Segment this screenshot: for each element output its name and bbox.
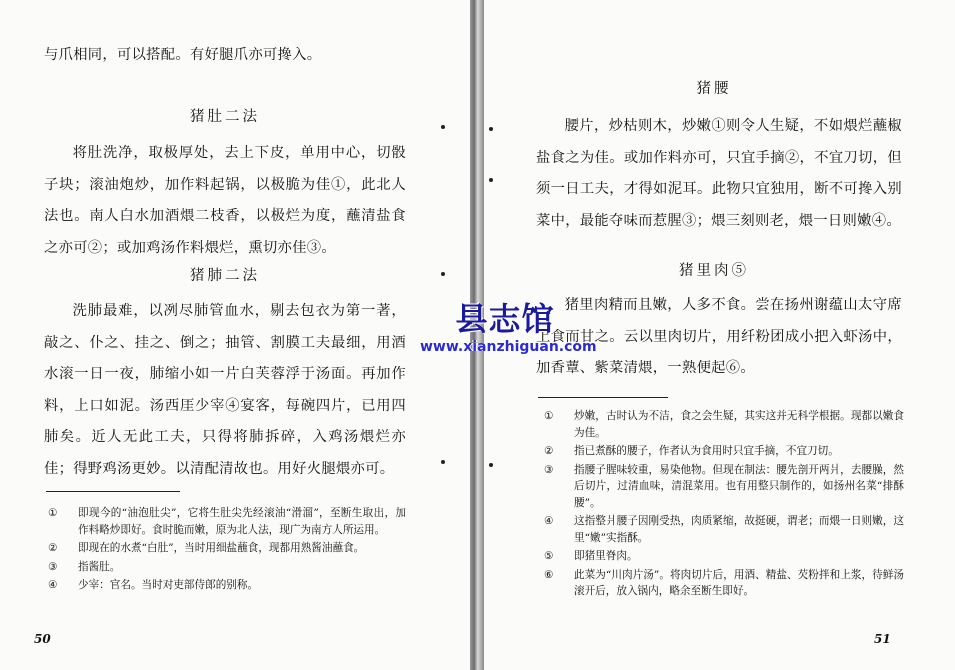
section-body-pork-tripe [44, 138, 406, 264]
site-watermark [420, 300, 597, 356]
footnote-text: 指酱肚。 [78, 560, 121, 573]
footnote-text: 指已煮酥的腰子，作者认为食用时只宜手摘，不宜刀切。 [574, 445, 839, 457]
footnote-number: ⑥ [544, 568, 554, 581]
footnote-divider [46, 491, 180, 492]
footnote-text: 即现在的水煮“白肚”，当时用细盐蘸食，现都用熟酱油蘸食。 [78, 542, 365, 554]
section-title-pork-lung: 猪肺二法 [190, 268, 260, 284]
margin-mark [441, 460, 445, 464]
footnote [48, 540, 406, 557]
section-body-pork-lung [44, 296, 406, 485]
footnote-text: 即现今的“油泡肚尖”，它将生肚尖先经滚油“滑溜”，至断生取出，加作料略炒即好。食时脆而嫩，原为北人法，现广为南方人所运用。 [78, 507, 406, 536]
margin-mark [441, 125, 445, 129]
intro-text: 与爪相同，可以搭配。有好腿爪亦可搀入。 [44, 47, 322, 63]
footnote [544, 443, 904, 460]
footnote [544, 567, 904, 600]
footnote-number: ⑤ [544, 550, 554, 562]
footnote [48, 559, 406, 576]
footnote-text: 这指整爿腰子因刚受热，肉质紧缩，故挺硬，谓老；而煨一日则嫩，这里“嫩”实指酥。 [574, 515, 904, 544]
margin-mark [489, 127, 493, 131]
footnotes-left [48, 505, 406, 596]
footnote [544, 408, 904, 441]
footnote-number: ④ [48, 579, 58, 591]
footnote-number: ② [544, 445, 554, 457]
page-number-right: 51 [874, 632, 891, 646]
footnote-number: ① [48, 507, 58, 519]
footnote-divider [538, 397, 668, 398]
footnote [544, 513, 904, 546]
footnote-number: ③ [544, 463, 554, 476]
footnote [48, 577, 406, 594]
section-body-pork-tenderloin [536, 290, 902, 385]
footnotes-right [544, 408, 904, 602]
page-number-left: 50 [34, 632, 51, 646]
footnote-number: ① [544, 410, 554, 422]
section-paragraph: 将肚洗净，取极厚处，去上下皮，单用中心，切骰子块；滚油炮炒，加作料起锅，以极脆为佳①，此北人法也。南人白水加酒煨二枝香，以极烂为度，蘸清盐食之亦可②；或加鸡汤作料煨烂，熏切亦佳③。 [44, 145, 406, 256]
section-paragraph: 洗肺最难，以冽尽肺管血水，剔去包衣为第一著，敲之、仆之、挂之、倒之；抽管、割膜工夫最细，用酒水滚一日一夜，肺缩小如一片白芙蓉浮于汤面。再加作料，上口如泥。汤西厓少宰④宴客，每碗四片，已用四肺矣。近人无此工夫，只得将肺拆碎，入鸡汤煨烂亦佳；得野鸡汤更妙。以清配清故也。用好火腿煨亦可。 [44, 303, 406, 477]
left-page [0, 0, 470, 670]
footnote-text: 指腰子腥味较重，易染他物。但现在制法：腰先剖开两爿，去腰臊，然后切片，过清血味，清混菜用。也有用整只制作的，如扬州名菜“排酥腰”。 [574, 463, 904, 509]
footnote [544, 462, 904, 512]
section-paragraph: 猪里肉精而且嫩，人多不食。尝在扬州谢蕴山太守席上食而甘之。云以里肉切片，用纤粉团成小把入虾汤中，加香蕈、紫菜清煨，一熟便起⑥。 [536, 297, 902, 376]
footnote-number: ④ [544, 515, 554, 527]
footnote-text: 少宰：官名。当时对吏部侍郎的别称。 [78, 579, 259, 591]
margin-mark [489, 178, 493, 182]
section-body-pork-kidney [536, 111, 902, 237]
margin-mark [489, 463, 493, 467]
watermark-title: 县志馆 [455, 300, 555, 338]
section-title-pork-tripe: 猪肚二法 [190, 109, 260, 125]
footnote-text: 此菜为“川肉片汤”。将肉切片后，用酒、精盐、芡粉拌和上浆，待鲜汤滚开后，放入锅内，略余至断生即好。 [574, 568, 904, 597]
intro-line [44, 40, 400, 72]
footnote [48, 505, 406, 538]
watermark-url: www.xianzhiguan.com [420, 339, 597, 355]
footnote-number: ② [48, 542, 58, 554]
section-title-pork-tenderloin: 猪里肉⑤ [679, 263, 749, 279]
section-title-pork-kidney: 猪腰 [696, 81, 732, 97]
footnote-text: 即猪里脊肉。 [574, 550, 638, 562]
section-paragraph: 腰片，炒枯则木，炒嫩①则令人生疑，不如煨烂蘸椒盐食之为佳。或加作料亦可，只宜手摘②，不宜刀切，但须一日工夫，才得如泥耳。此物只宜独用，断不可搀入别菜中，最能夺味而惹腥③；煨三刻则老，煨一日则嫩④。 [536, 118, 902, 229]
margin-mark [441, 272, 445, 276]
footnote [544, 548, 904, 565]
footnote-number: ③ [48, 560, 58, 573]
footnote-text: 炒嫩，古时认为不洁，食之会生疑，其实这并无科学根据。现都以嫩食为佳。 [574, 410, 904, 439]
